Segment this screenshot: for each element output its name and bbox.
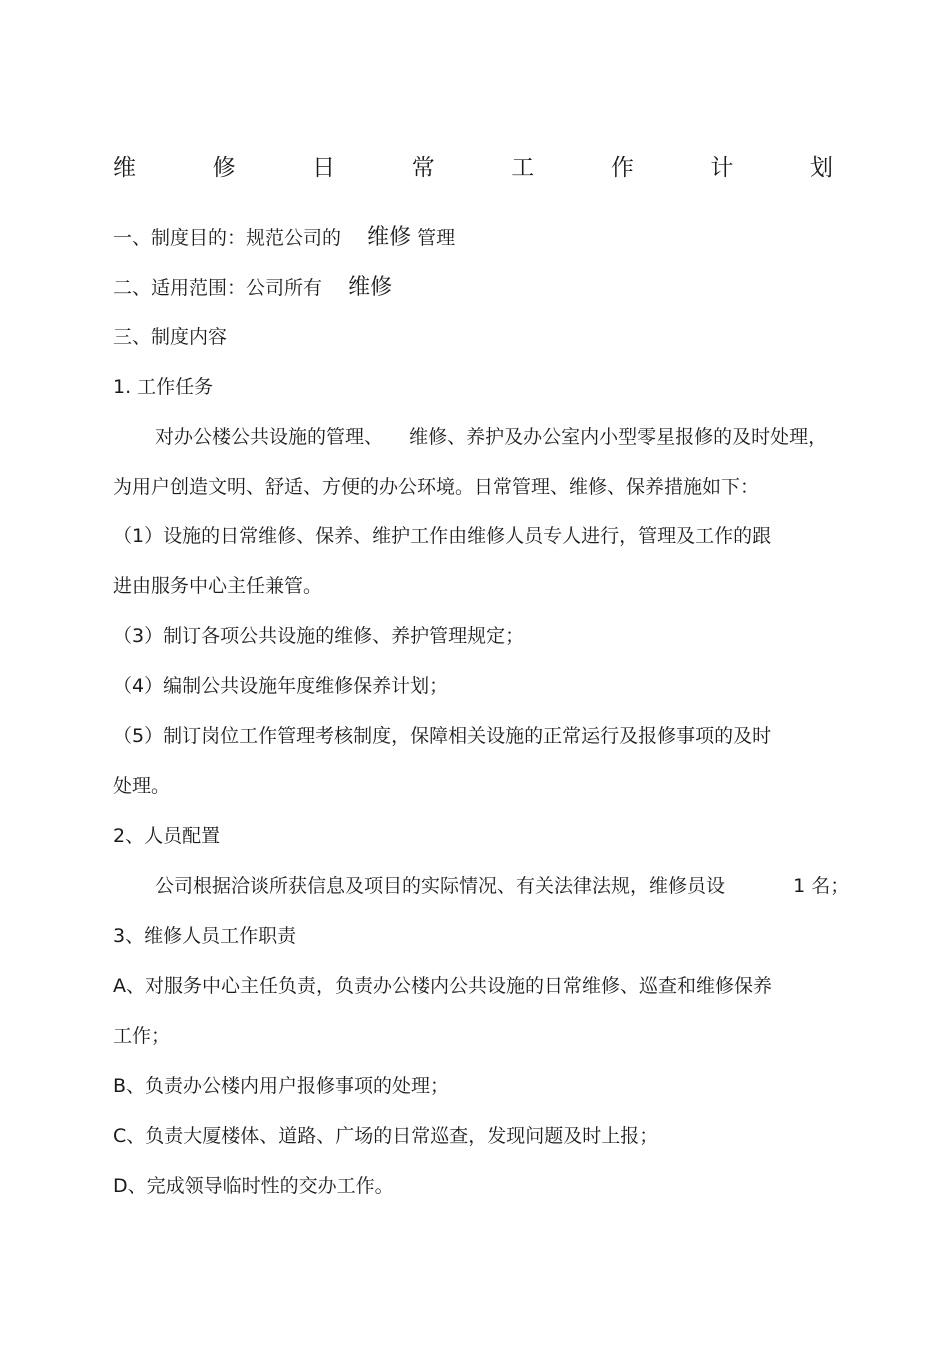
staff-paragraph-text: 公司根据洽谈所获信息及项目的实际情况、有关法律法规，维修员设 — [155, 875, 726, 897]
duty-a-line1: A、对服务中心主任负责，负责办公楼内公共设施的日常维修、巡查和维修保养 — [113, 975, 772, 997]
title-char: 划 — [809, 154, 833, 181]
staff-count: 1 名； — [793, 875, 850, 897]
section-purpose-emphasis: 维修 — [367, 225, 412, 250]
title-char: 常 — [411, 154, 435, 181]
title-char: 计 — [710, 154, 734, 181]
task-paragraph-line2: 为用户创造文明、舒适、方便的办公环境。日常管理、维修、保养措施如下： — [113, 476, 760, 498]
staff-paragraph — [155, 874, 849, 898]
duty-c: C、负责大厦楼体、道路、广场的日常巡查，发现问题及时上报； — [113, 1125, 659, 1147]
item-5-line2: 处理。 — [113, 775, 171, 797]
task-heading: 1. 工作任务 — [113, 376, 214, 398]
duty-b: B、负责办公楼内用户报修事项的处理； — [113, 1075, 450, 1097]
duty-heading: 3、维修人员工作职责 — [113, 925, 297, 947]
item-5-line1: （5）制订岗位工作管理考核制度，保障相关设施的正常运行及报修事项的及时 — [113, 725, 772, 747]
duty-d: D、完成领导临时性的交办工作。 — [113, 1175, 394, 1197]
page-title — [113, 150, 833, 180]
section-scope — [113, 276, 392, 300]
section-scope-prefix: 二、适用范围：公司所有 — [113, 277, 323, 299]
task-paragraph-part1: 对办公楼公共设施的管理、 — [155, 426, 384, 448]
staff-heading: 2、人员配置 — [113, 825, 221, 847]
task-paragraph-part2: 维修、养护及办公室内小型零星报修的及时处理， — [409, 426, 828, 448]
section-scope-emphasis: 维修 — [348, 275, 393, 300]
section-purpose-suffix: 管理 — [417, 227, 456, 249]
title-char: 工 — [511, 154, 535, 181]
title-char: 修 — [212, 154, 236, 181]
duty-a-line2: 工作； — [113, 1025, 171, 1047]
section-purpose-prefix: 一、制度目的：规范公司的 — [113, 227, 342, 249]
item-4: （4）编制公共设施年度维修保养计划； — [113, 675, 449, 697]
section-content-heading: 三、制度内容 — [113, 326, 228, 348]
section-purpose — [113, 226, 455, 250]
title-char: 作 — [610, 154, 634, 181]
task-paragraph-line1 — [155, 425, 827, 449]
title-char: 维 — [113, 154, 136, 181]
item-3: （3）制订各项公共设施的维修、养护管理规定； — [113, 625, 525, 647]
item-1-line2: 进由服务中心主任兼管。 — [113, 575, 323, 597]
title-char: 日 — [312, 154, 336, 181]
item-1-line1: （1）设施的日常维修、保养、维护工作由维修人员专人进行，管理及工作的跟 — [113, 525, 772, 547]
